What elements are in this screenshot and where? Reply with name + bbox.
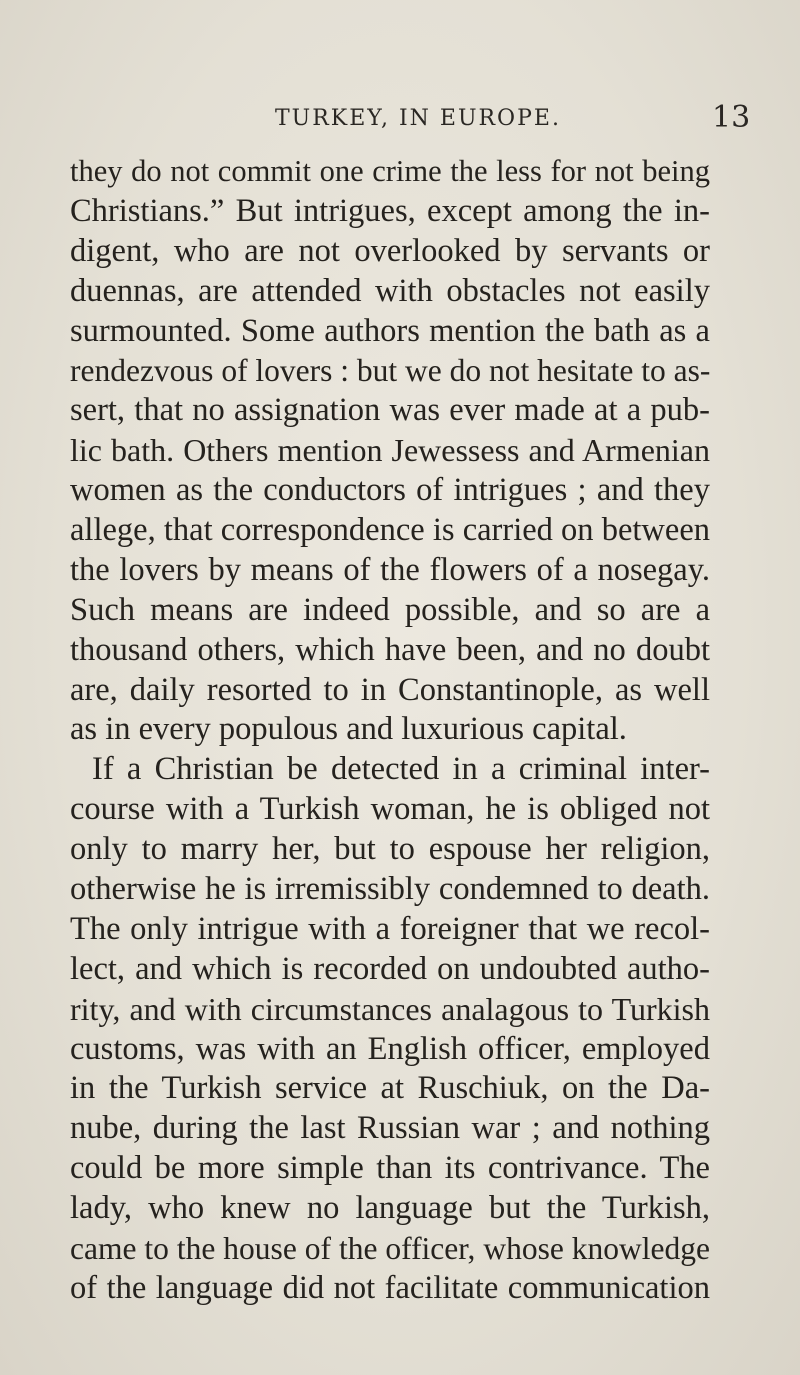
text-line: surmounted. Some authors mention the bath as a (70, 312, 710, 349)
text-line: digent, who are not overlooked by servants or (70, 232, 710, 269)
text-line: sert, that no assignation was ever made at a pub- (70, 392, 710, 429)
body-text (70, 152, 710, 1309)
text-line: they do not commit one crime the less for not being (70, 154, 710, 188)
text-line: in the Turkish service at Ruschiuk, on the Da- (70, 1070, 710, 1107)
running-title: TURKEY, IN EUROPE. (275, 106, 561, 131)
text-line: otherwise he is irremissibly condemned to death. (70, 871, 710, 908)
text-line: If a Christian be detected in a criminal inter- (92, 751, 710, 788)
text-line: course with a Turkish woman, he is obliged not (70, 791, 710, 828)
text-line: lic bath. Others mention Jewessess and Armenian (70, 432, 710, 469)
text-line: of the language did not facilitate communication (70, 1269, 710, 1306)
text-line: thousand others, which have been, and no doubt (70, 631, 710, 668)
text-line: are, daily resorted to in Constantinople, as well (70, 671, 710, 708)
text-line: lady, who knew no language but the Turkish, (70, 1190, 710, 1227)
text-line: only to marry her, but to espouse her religion, (70, 831, 710, 868)
text-line: customs, was with an English officer, employed (70, 1030, 710, 1067)
text-line: duennas, are attended with obstacles not easily (70, 272, 710, 309)
text-line: Such means are indeed possible, and so are a (70, 591, 710, 628)
text-line: allege, that correspondence is carried on between (70, 512, 710, 549)
page-header (0, 100, 800, 140)
text-line: The only intrigue with a foreigner that we recol- (70, 910, 710, 947)
text-line: rendezvous of lovers : but we do not hesitate to as- (70, 353, 711, 389)
page-number: 13 (712, 100, 751, 135)
text-line: nube, during the last Russian war ; and nothing (70, 1110, 710, 1147)
text-line: rity, and with circumstances analagous to Turkish (70, 990, 710, 1027)
text-line: came to the house of the officer, whose knowledge (70, 1231, 710, 1267)
text-line: lect, and which is recorded on undoubted autho- (70, 950, 710, 987)
text-line: as in every populous and luxurious capital. (70, 711, 627, 748)
text-line: women as the conductors of intrigues ; and they (70, 472, 710, 509)
text-line: Christians.” But intrigues, except among the in- (70, 192, 710, 229)
text-line: the lovers by means of the flowers of a nosegay. (70, 551, 710, 588)
text-line: could be more simple than its contrivance. The (70, 1150, 710, 1187)
